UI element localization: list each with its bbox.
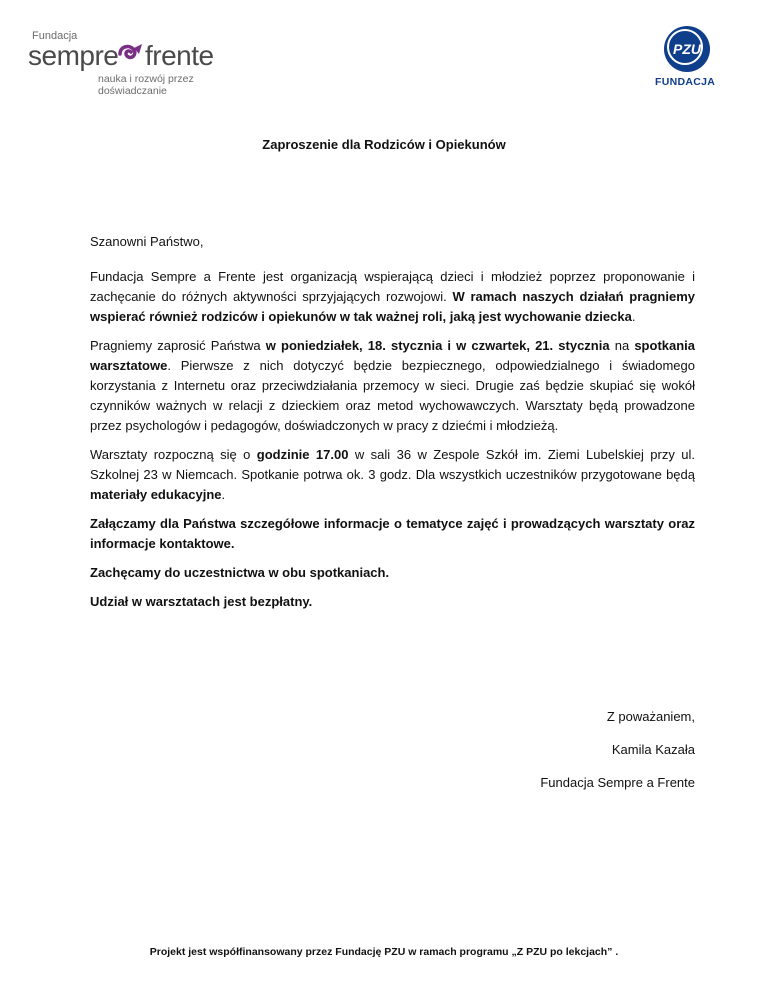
p1-end: .: [631, 309, 636, 324]
p3-text-e: .: [221, 487, 226, 502]
closing: Z poważaniem,: [606, 709, 695, 724]
paragraph-1: [90, 267, 695, 327]
p4-bold: Załączamy dla Państwa szczegółowe informacje o tematyce zajęć i prowadzących warsztaty oraz informacje kontaktowe.: [90, 516, 695, 551]
p2-dates: w poniedziałek, 18. stycznia i w czwartek, 21. stycznia: [265, 338, 610, 353]
p2-text-e: . Pierwsze z nich dotyczyć będzie bezpiecznego, odpowiedzialnego i świadomego korzystania z Internetu oraz przeciwdziałania przemocy w sieci. Drugie zaś będzie skupiać się wokół czynników ważnych w relacji z dzieckiem oraz metod wychowawczych. Warsztaty będą prowadzone przez psychologów i pedagogów, doświadczonych w pracy z dziećmi i młodzieżą.: [90, 358, 695, 433]
p2-text-a: Pragniemy zaprosić Państwa: [90, 338, 266, 353]
sempre-a-frente-logo: [28, 30, 243, 97]
pzu-label: FUNDACJA: [655, 76, 716, 88]
p5-bold: Zachęcamy do uczestnictwa w obu spotkaniach.: [90, 565, 390, 580]
logo-tagline: nauka i rozwój przez doświadczanie: [98, 73, 194, 97]
p2-workshops: spotkania warsztatowe: [90, 338, 696, 373]
logo-small-text: Fundacja: [32, 30, 78, 42]
letter-title: Zaproszenie dla Rodziców i Opiekunów: [262, 137, 506, 152]
logo-word-sempre: sempre: [28, 40, 119, 71]
p3-time: godzinie 17.00: [256, 447, 349, 462]
paragraph-4: [90, 514, 695, 554]
p3-text-c: w sali 36 w Zespole Szkół im. Ziemi Lubelskiej przy ul. Szkolnej 23 w Niemcach. Spotkanie potrwa ok. 3 godz. Dla wszystkich uczestników przygotowane będą: [90, 447, 695, 482]
paragraph-3: [90, 445, 695, 505]
pzu-mark: PZU: [673, 41, 701, 57]
swirl-logo-icon: [118, 42, 144, 66]
p6-bold: Udział w warsztatach jest bezpłatny.: [90, 594, 313, 609]
logo-word-frente: frente: [145, 40, 214, 71]
p1-bold: W ramach naszych działań pragniemy wspierać również rodziców i opiekunów w tak ważnej roli, jaką jest wychowanie dziecka: [90, 289, 695, 324]
p1-text: Fundacja Sempre a Frente jest organizacją wspierającą dzieci i młodzież poprzez proponowanie i zachęcanie do różnych aktywności sprzyjających rozwojowi.: [90, 269, 695, 304]
p2-text-c: na: [609, 338, 635, 353]
pzu-ring: [667, 29, 703, 65]
letter-body: [90, 232, 695, 621]
pzu-foundation-logo: [652, 26, 732, 92]
paragraph-5: [90, 563, 695, 583]
signature-block: [540, 707, 695, 806]
signer-organization: Fundacja Sempre a Frente: [540, 775, 695, 790]
paragraph-6: [90, 592, 695, 612]
p3-text-a: Warsztaty rozpoczną się o: [90, 447, 257, 462]
paragraph-2: [90, 336, 695, 436]
signer-name: Kamila Kazała: [611, 742, 695, 757]
p3-materials: materiały edukacyjne: [90, 487, 222, 502]
greeting: Szanowni Państwo,: [90, 234, 204, 249]
footer-note: Projekt jest współfinansowany przez Fundację PZU w ramach programu „Z PZU po lekcjach” .: [149, 946, 619, 958]
